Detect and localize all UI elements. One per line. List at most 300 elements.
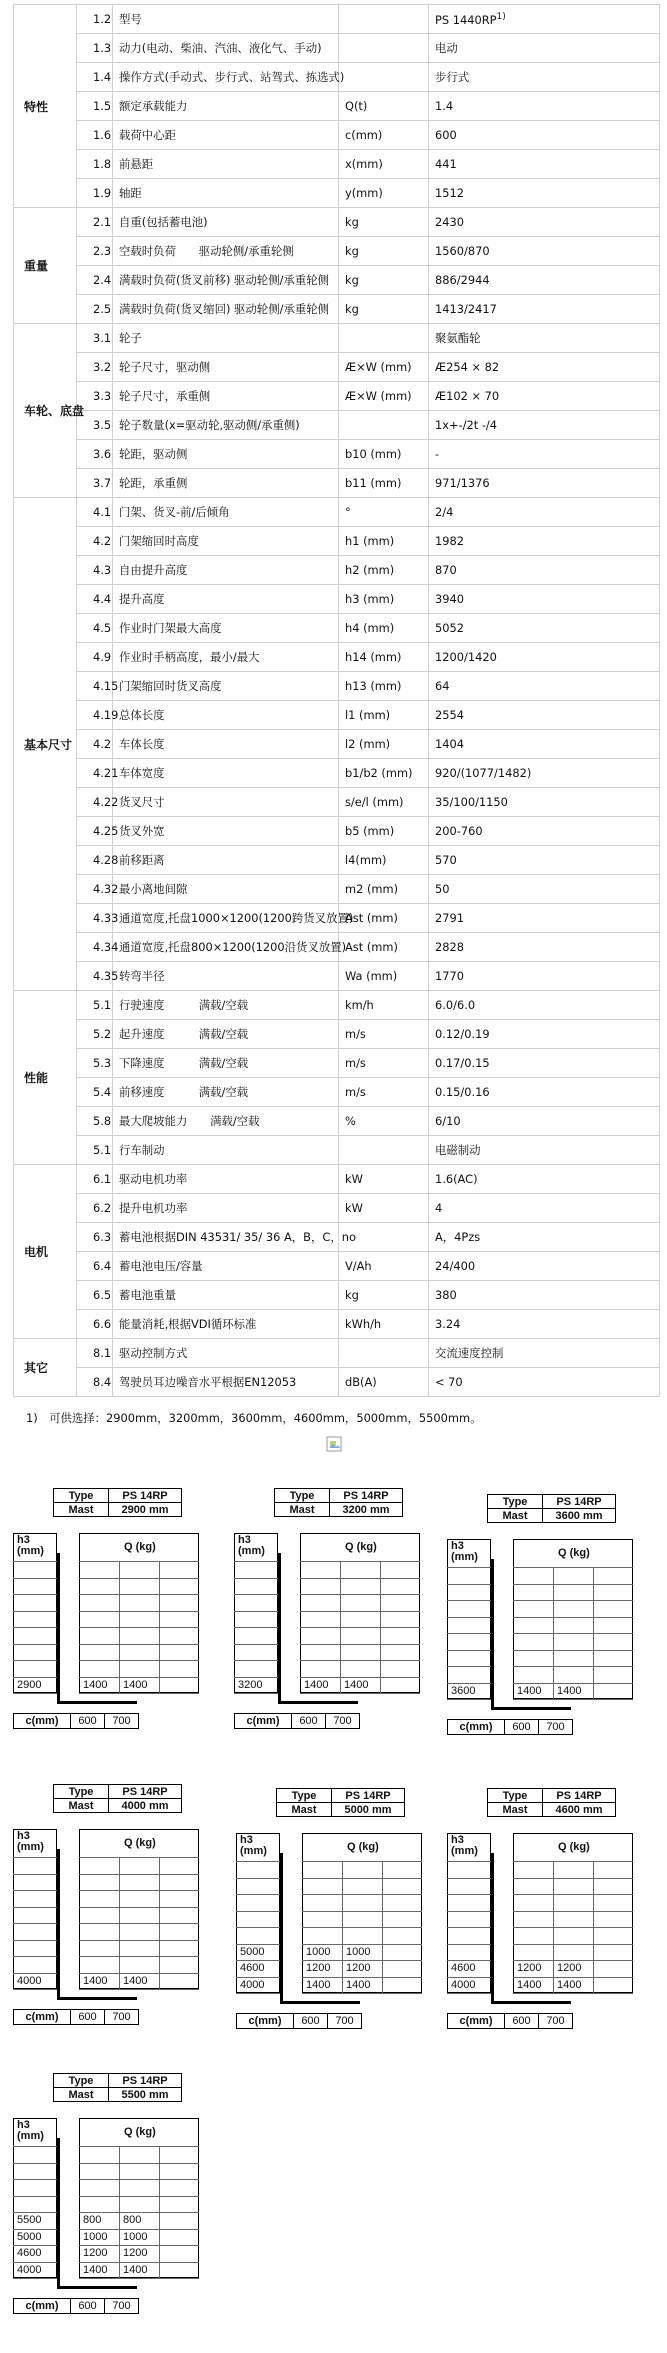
spec-label: 车体宽度 — [113, 759, 339, 788]
spec-label: 提升高度 — [113, 585, 339, 614]
spec-row — [14, 1252, 660, 1281]
q-grid — [79, 1829, 199, 1989]
grid-line — [236, 1927, 280, 1928]
spec-row — [14, 63, 660, 92]
grid-line — [513, 1699, 633, 1700]
spec-row — [14, 150, 660, 179]
grid-line — [302, 1911, 422, 1912]
spec-row — [14, 672, 660, 701]
h3-label: h3 (mm) — [17, 2119, 44, 2142]
grid-line — [79, 2245, 199, 2246]
grid-line — [13, 1677, 57, 1678]
grid-line — [13, 1956, 57, 1957]
spec-unit — [339, 1136, 429, 1165]
spec-value: - — [429, 440, 660, 469]
grid-line — [79, 1627, 199, 1628]
spec-category: 电机 — [14, 1165, 77, 1339]
c-label: c(mm) — [234, 1713, 292, 1729]
h3-value: 4000 — [240, 1978, 265, 1991]
spec-unit: m2 (mm) — [339, 875, 429, 904]
grid-line — [447, 1911, 491, 1912]
grid-line — [593, 1567, 594, 1699]
grid-line — [79, 1611, 199, 1612]
fork-blade — [491, 1707, 571, 1710]
spec-row — [14, 643, 660, 672]
spec-number: 6.2 — [77, 1194, 113, 1223]
q-label: Q (kg) — [347, 1841, 379, 1853]
spec-row — [14, 933, 660, 962]
grid-line — [13, 2179, 57, 2180]
grid-line — [234, 1561, 278, 1562]
spec-unit — [339, 324, 429, 353]
spec-number: 6.6 — [77, 1310, 113, 1339]
h3-column — [447, 1539, 491, 1699]
spec-value: 1.6(AC) — [429, 1165, 660, 1194]
spec-number: 1.4 — [77, 63, 113, 92]
spec-row — [14, 846, 660, 875]
spec-number: 4.3 — [77, 556, 113, 585]
grid-line — [447, 1944, 491, 1945]
grid-line — [447, 1567, 491, 1568]
grid-line — [302, 1861, 422, 1862]
grid-line — [79, 1956, 199, 1957]
spec-unit — [339, 63, 429, 92]
spec-number: 6.3 — [77, 1223, 113, 1252]
spec-number: 4.32 — [77, 875, 113, 904]
spec-number: 2.3 — [77, 237, 113, 266]
q-value: 1400 — [83, 1678, 108, 1691]
spec-number: 3.2 — [77, 353, 113, 382]
spec-number: 8.4 — [77, 1368, 113, 1397]
spec-value: 电动 — [429, 34, 660, 63]
c-value: 600 — [70, 2298, 105, 2314]
spec-unit: b1/b2 (mm) — [339, 759, 429, 788]
spec-value: 441 — [429, 150, 660, 179]
q-value: 1400 — [557, 1684, 582, 1697]
spec-label: 轴距 — [113, 179, 339, 208]
spec-unit: V/Ah — [339, 1252, 429, 1281]
mast-label: Mast — [53, 1798, 109, 1813]
grid-line — [593, 1861, 594, 1993]
mast-value: 5000 mm — [331, 1802, 405, 1817]
grid-line — [236, 1911, 280, 1912]
grid-line — [13, 2229, 57, 2230]
mast-load-chart — [13, 1784, 233, 2064]
q-value: 1200 — [517, 1962, 542, 1974]
spec-row — [14, 1339, 660, 1368]
spec-value: 380 — [429, 1281, 660, 1310]
spec-row — [14, 1310, 660, 1339]
h3-value: 4000 — [17, 1974, 42, 1987]
spec-row — [14, 1136, 660, 1165]
grid-line — [79, 1923, 199, 1924]
q-value: 1400 — [517, 1684, 542, 1697]
c-value: 700 — [327, 2013, 362, 2029]
spec-unit: kg — [339, 208, 429, 237]
c-label: c(mm) — [447, 2013, 505, 2029]
broken-image-icon — [326, 1436, 342, 1452]
fork-upright — [57, 1553, 60, 1703]
spec-value: 2/4 — [429, 498, 660, 527]
spec-label: 轮子尺寸，承重侧 — [113, 382, 339, 411]
h3-value: 5500 — [17, 2214, 42, 2226]
mast-label: Mast — [276, 1802, 332, 1817]
spec-row — [14, 498, 660, 527]
spec-number: 1.3 — [77, 34, 113, 63]
grid-line — [79, 2229, 199, 2230]
q-label: Q (kg) — [124, 1837, 156, 1849]
spec-label: 通道宽度,托盘1000×1200(1200跨货叉放置) — [113, 904, 339, 933]
grid-line — [119, 1857, 120, 1989]
h3-label: h3 (mm) — [17, 1534, 44, 1557]
q-label: Q (kg) — [124, 2126, 156, 2138]
grid-line — [513, 1927, 633, 1928]
h3-label: h3 (mm) — [451, 1834, 478, 1857]
q-label: Q (kg) — [124, 1541, 156, 1553]
spec-label: 轮子数量(x=驱动轮,驱动侧/承重侧) — [113, 411, 339, 440]
grid-line — [447, 1600, 491, 1601]
spec-label: 操作方式(手动式、步行式、站驾式、拣选式) — [113, 63, 339, 92]
spec-number: 3.3 — [77, 382, 113, 411]
grid-line — [159, 1857, 160, 1989]
grid-line — [13, 2146, 57, 2147]
q-value: 1000 — [83, 2230, 108, 2243]
grid-line — [79, 1857, 199, 1858]
mast-load-chart — [447, 1788, 667, 2068]
q-value: 1400 — [517, 1978, 542, 1991]
grid-line — [234, 1644, 278, 1645]
grid-line — [79, 2278, 199, 2279]
c-label: c(mm) — [13, 2009, 71, 2025]
spec-number: 5.2 — [77, 1020, 113, 1049]
grid-line — [302, 1878, 422, 1879]
mast-load-chart — [13, 1488, 233, 1768]
spec-value: 电磁制动 — [429, 1136, 660, 1165]
spec-value: 聚氨酯轮 — [429, 324, 660, 353]
h3-value: 3600 — [451, 1684, 476, 1697]
mast-value: 3600 mm — [542, 1508, 616, 1523]
spec-unit: s/e/l (mm) — [339, 788, 429, 817]
mast-label: Mast — [274, 1502, 330, 1517]
spec-value: 1512 — [429, 179, 660, 208]
spec-unit: l4(mm) — [339, 846, 429, 875]
grid-line — [447, 1650, 491, 1651]
spec-label: 总体长度 — [113, 701, 339, 730]
spec-unit: l2 (mm) — [339, 730, 429, 759]
spec-label: 通道宽度,托盘800×1200(1200沿货叉放置) — [113, 933, 339, 962]
model-value: PS 14RP — [108, 1784, 182, 1799]
grid-line — [13, 2163, 57, 2164]
spec-number: 1.8 — [77, 150, 113, 179]
spec-label: 前移距离 — [113, 846, 339, 875]
spec-table — [13, 4, 660, 1397]
spec-unit: kW — [339, 1194, 429, 1223]
spec-value: 64 — [429, 672, 660, 701]
grid-line — [447, 1584, 491, 1585]
grid-line — [236, 1894, 280, 1895]
spec-row — [14, 904, 660, 933]
spec-number: 3.5 — [77, 411, 113, 440]
spec-unit: h13 (mm) — [339, 672, 429, 701]
spec-unit: m/s — [339, 1020, 429, 1049]
spec-row — [14, 411, 660, 440]
grid-line — [79, 1660, 199, 1661]
fork-blade — [278, 1701, 358, 1704]
grid-line — [13, 1594, 57, 1595]
grid-line — [79, 1561, 199, 1562]
spec-value: 24/400 — [429, 1252, 660, 1281]
model-value: PS 14RP — [108, 2073, 182, 2088]
spec-number: 4.2 — [77, 527, 113, 556]
spec-label: 自重(包括蓄电池) — [113, 208, 339, 237]
grid-line — [302, 1927, 422, 1928]
q-value: 1000 — [123, 2230, 148, 2243]
grid-line — [513, 1894, 633, 1895]
h3-label: h3 (mm) — [17, 1830, 44, 1853]
spec-unit: c(mm) — [339, 121, 429, 150]
h3-label: h3 (mm) — [240, 1834, 267, 1857]
spec-value: 步行式 — [429, 63, 660, 92]
spec-label: 提升电机功率 — [113, 1194, 339, 1223]
h3-label: h3 (mm) — [451, 1540, 478, 1563]
q-value: 800 — [123, 2214, 142, 2226]
spec-unit: kg — [339, 237, 429, 266]
spec-value: 1.4 — [429, 92, 660, 121]
grid-line — [447, 1977, 491, 1978]
grid-line — [13, 1578, 57, 1579]
grid-line — [447, 1894, 491, 1895]
spec-unit: Æ×W (mm) — [339, 353, 429, 382]
grid-line — [447, 1683, 491, 1684]
spec-value: Æ254 × 82 — [429, 353, 660, 382]
grid-line — [236, 1977, 280, 1978]
spec-label: 最小离地间隙 — [113, 875, 339, 904]
grid-line — [79, 1890, 199, 1891]
spec-unit: % — [339, 1107, 429, 1136]
fork-blade — [280, 2001, 360, 2004]
grid-line — [513, 1584, 633, 1585]
spec-unit — [339, 411, 429, 440]
spec-label: 驱动控制方式 — [113, 1339, 339, 1368]
spec-value: 971/1376 — [429, 469, 660, 498]
grid-line — [300, 1561, 420, 1562]
spec-unit — [339, 34, 429, 63]
spec-unit: y(mm) — [339, 179, 429, 208]
spec-label: 门架缩回时货叉高度 — [113, 672, 339, 701]
spec-value: 5052 — [429, 614, 660, 643]
spec-label: 起升速度 满载/空载 — [113, 1020, 339, 1049]
mast-value: 4000 mm — [108, 1798, 182, 1813]
spec-value: 2554 — [429, 701, 660, 730]
grid-line — [13, 1693, 57, 1694]
grid-line — [513, 1683, 633, 1684]
mast-value: 3200 mm — [329, 1502, 403, 1517]
grid-line — [300, 1644, 420, 1645]
q-value: 800 — [83, 2214, 102, 2226]
fork-blade — [57, 1997, 137, 2000]
spec-label: 载荷中心距 — [113, 121, 339, 150]
spec-row — [14, 295, 660, 324]
spec-label: 轮子尺寸，驱动侧 — [113, 353, 339, 382]
spec-label: 前移速度 满载/空载 — [113, 1078, 339, 1107]
spec-value: 6.0/6.0 — [429, 991, 660, 1020]
grid-line — [302, 1894, 422, 1895]
spec-number: 4.15 — [77, 672, 113, 701]
mast-value: 5500 mm — [108, 2087, 182, 2102]
spec-unit: kWh/h — [339, 1310, 429, 1339]
spec-row — [14, 1020, 660, 1049]
q-label: Q (kg) — [345, 1541, 377, 1553]
grid-line — [79, 1677, 199, 1678]
fork-upright — [280, 1853, 283, 2003]
spec-unit: h2 (mm) — [339, 556, 429, 585]
spec-number: 5.3 — [77, 1049, 113, 1078]
spec-unit: m/s — [339, 1049, 429, 1078]
grid-line — [513, 1861, 633, 1862]
h3-column — [13, 1533, 57, 1693]
spec-row — [14, 875, 660, 904]
spec-unit: x(mm) — [339, 150, 429, 179]
spec-category: 基本尺寸 — [14, 498, 77, 991]
grid-line — [79, 2179, 199, 2180]
spec-label: 动力(电动、柴油、汽油、液化气、手动) — [113, 34, 339, 63]
grid-line — [300, 1677, 420, 1678]
spec-value: 50 — [429, 875, 660, 904]
grid-line — [236, 1878, 280, 1879]
grid-line — [13, 2262, 57, 2263]
spec-label: 能量消耗,根据VDI循环标准 — [113, 1310, 339, 1339]
spec-row — [14, 614, 660, 643]
mast-label: Mast — [487, 1802, 543, 1817]
spec-label: 满载时负荷(货叉前移) 驱动轮侧/承重轮侧 — [113, 266, 339, 295]
spec-row — [14, 730, 660, 759]
spec-number: 3.6 — [77, 440, 113, 469]
grid-line — [79, 2146, 199, 2147]
spec-unit: kg — [339, 266, 429, 295]
spec-unit: km/h — [339, 991, 429, 1020]
spec-category: 特性 — [14, 5, 77, 208]
grid-line — [447, 1666, 491, 1667]
h3-label: h3 (mm) — [238, 1534, 265, 1557]
spec-number: 3.7 — [77, 469, 113, 498]
spec-unit: Æ×W (mm) — [339, 382, 429, 411]
spec-label: 驾驶员耳边噪音水平根据EN12053 — [113, 1368, 339, 1397]
model-value: PS 14RP — [108, 1488, 182, 1503]
grid-line — [236, 1993, 280, 1994]
mast-value: 4600 mm — [542, 1802, 616, 1817]
spec-number: 1.5 — [77, 92, 113, 121]
model-value: PS 14RP — [331, 1788, 405, 1803]
fork-blade — [57, 1701, 137, 1704]
spec-value: 1560/870 — [429, 237, 660, 266]
spec-number: 4.21 — [77, 759, 113, 788]
grid-line — [302, 1960, 422, 1961]
q-value: 1400 — [304, 1678, 329, 1691]
spec-number: 1.2 — [77, 5, 113, 34]
grid-line — [13, 1989, 57, 1990]
grid-line — [447, 1633, 491, 1634]
grid-line — [447, 1927, 491, 1928]
c-label: c(mm) — [447, 1719, 505, 1735]
c-value: 600 — [293, 2013, 328, 2029]
spec-unit: Ast (mm) — [339, 933, 429, 962]
spec-row — [14, 759, 660, 788]
grid-line — [79, 2262, 199, 2263]
grid-line — [302, 1993, 422, 1994]
spec-value: 3940 — [429, 585, 660, 614]
spec-value: 0.15/0.16 — [429, 1078, 660, 1107]
grid-line — [13, 1611, 57, 1612]
grid-line — [553, 1861, 554, 1993]
spec-value: 2430 — [429, 208, 660, 237]
spec-value: Æ102 × 70 — [429, 382, 660, 411]
spec-row — [14, 817, 660, 846]
grid-line — [13, 1660, 57, 1661]
grid-line — [300, 1578, 420, 1579]
spec-unit: l1 (mm) — [339, 701, 429, 730]
fork-upright — [278, 1553, 281, 1703]
grid-line — [13, 1627, 57, 1628]
fork-upright — [57, 2138, 60, 2288]
spec-label: 行车制动 — [113, 1136, 339, 1165]
grid-line — [234, 1611, 278, 1612]
spec-row — [14, 92, 660, 121]
c-value: 600 — [70, 1713, 105, 1729]
grid-line — [236, 1960, 280, 1961]
spec-row — [14, 1368, 660, 1397]
spec-row — [14, 266, 660, 295]
grid-line — [79, 1693, 199, 1694]
grid-line — [79, 1940, 199, 1941]
grid-line — [234, 1677, 278, 1678]
grid-line — [234, 1627, 278, 1628]
mast-load-chart — [13, 2073, 233, 2353]
spec-row — [14, 1194, 660, 1223]
spec-value: 2828 — [429, 933, 660, 962]
grid-line — [236, 1861, 280, 1862]
grid-line — [79, 1874, 199, 1875]
spec-number: 4.22 — [77, 788, 113, 817]
grid-line — [234, 1594, 278, 1595]
grid-line — [234, 1693, 278, 1694]
mast-label: Mast — [487, 1508, 543, 1523]
c-value: 700 — [104, 2298, 139, 2314]
spec-unit: h3 (mm) — [339, 585, 429, 614]
grid-line — [513, 1977, 633, 1978]
grid-line — [79, 2212, 199, 2213]
spec-unit: h4 (mm) — [339, 614, 429, 643]
spec-number: 4.2 — [77, 730, 113, 759]
spec-value: 870 — [429, 556, 660, 585]
spec-number: 5.1 — [77, 1136, 113, 1165]
q-grid — [300, 1533, 420, 1693]
q-grid — [79, 1533, 199, 1693]
spec-label: 额定承载能力 — [113, 92, 339, 121]
h3-value: 4600 — [17, 2247, 42, 2259]
spec-row — [14, 353, 660, 382]
model-value: PS 14RP — [542, 1494, 616, 1509]
q-value: 1200 — [346, 1962, 371, 1974]
grid-line — [79, 1907, 199, 1908]
spec-number: 4.33 — [77, 904, 113, 933]
q-value: 1000 — [306, 1945, 331, 1958]
spec-number: 4.5 — [77, 614, 113, 643]
mast-label: Mast — [53, 1502, 109, 1517]
mast-load-chart — [447, 1494, 667, 1774]
q-value: 1000 — [346, 1945, 371, 1958]
q-value: 1200 — [83, 2247, 108, 2259]
grid-line — [513, 1666, 633, 1667]
